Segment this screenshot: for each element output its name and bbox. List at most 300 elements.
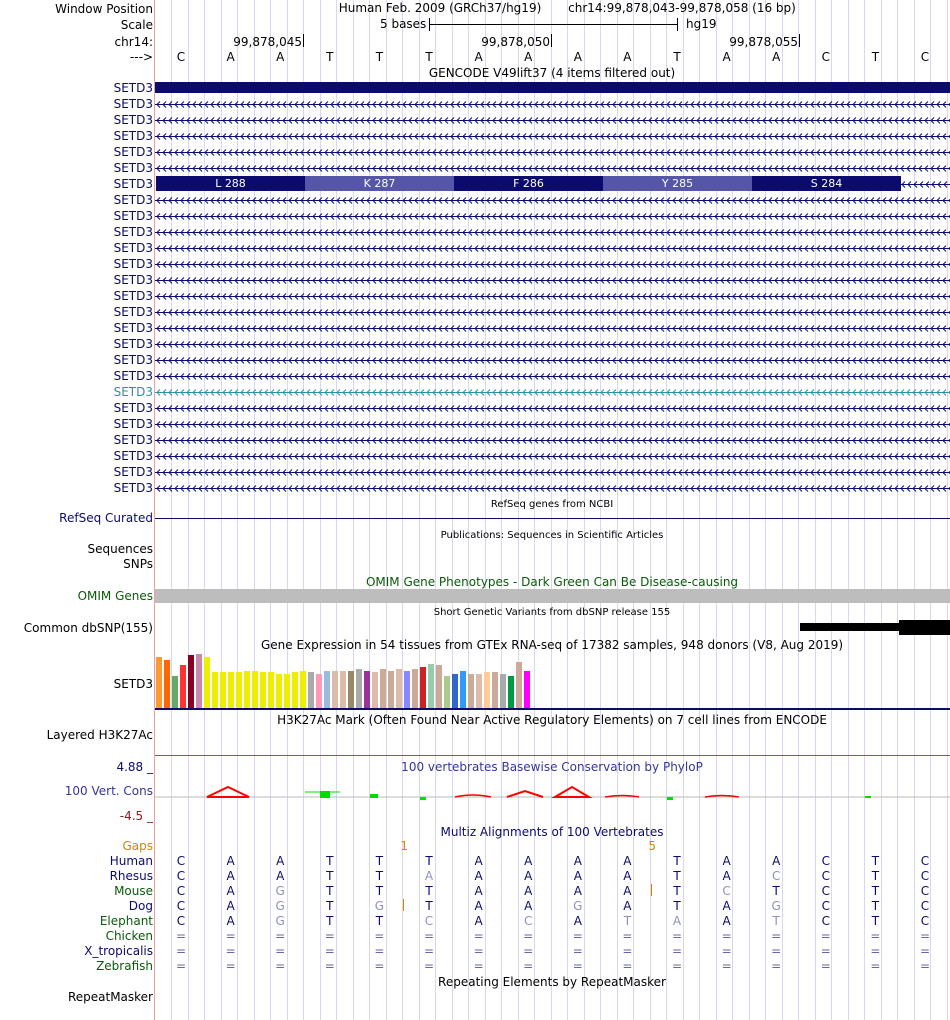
gencode-intron-arrows[interactable] <box>155 244 950 253</box>
gtex-title: Gene Expression in 54 tissues from GTEx RNA-seq of 17382 samples, 948 donors (V8, Aug 2019) <box>260 638 844 652</box>
base-letter: T <box>673 50 681 64</box>
gtex-tissue-bar[interactable] <box>204 657 210 708</box>
aligned-base: = <box>324 929 335 943</box>
aligned-base: T <box>326 869 334 883</box>
aligned-base: = <box>324 944 335 958</box>
aligned-base: G <box>275 884 285 898</box>
aligned-base: T <box>871 899 880 913</box>
gtex-tissue-bar[interactable] <box>412 669 418 708</box>
base-letter: A <box>474 50 483 64</box>
omim-title: OMIM Gene Phenotypes - Dark Green Can Be Disease-causing <box>365 575 739 589</box>
gtex-tissue-bar[interactable] <box>420 667 426 708</box>
aligned-base: = <box>820 929 831 943</box>
base-letter: T <box>871 50 880 64</box>
aligned-base: = <box>671 959 683 973</box>
aligned-base: C <box>176 884 186 898</box>
aligned-base: = <box>275 929 286 943</box>
gencode-gene-label[interactable]: SETD3 <box>113 145 153 159</box>
gencode-intron-arrows[interactable] <box>155 404 950 413</box>
aligned-base: C <box>821 899 830 913</box>
gencode-intron-arrows[interactable] <box>155 164 950 173</box>
aligned-base: = <box>820 959 831 973</box>
gtex-tissue-bar[interactable] <box>460 671 466 708</box>
aligned-base: G <box>275 899 285 913</box>
base-letter: C <box>920 50 930 64</box>
aligned-base: = <box>870 929 881 943</box>
aligned-base: = <box>225 944 236 958</box>
codon-box[interactable]: Y 285 <box>603 176 752 191</box>
coord-tick-1 <box>303 34 304 47</box>
base-letter: C <box>821 50 830 64</box>
aligned-base: T <box>425 884 433 898</box>
base-letter: C <box>176 50 186 64</box>
aligned-base: A <box>623 854 632 868</box>
aligned-base: = <box>919 929 931 943</box>
gencode-intron-arrows[interactable] <box>155 132 950 141</box>
aligned-base: = <box>771 944 782 958</box>
aligned-base: = <box>919 959 931 973</box>
gtex-tissue-bar[interactable] <box>172 676 178 708</box>
mouse-insertion-mark <box>651 884 652 896</box>
aligned-base: T <box>326 884 334 898</box>
gtex-tissue-bar[interactable] <box>388 671 394 708</box>
gencode-gene-label[interactable]: SETD3 <box>113 177 153 191</box>
species-label[interactable]: Zebrafish <box>96 959 153 973</box>
gtex-tissue-bar[interactable] <box>356 669 362 708</box>
gencode-gene-label[interactable]: SETD3 <box>113 321 153 335</box>
aligned-base: T <box>871 884 880 898</box>
publications-snps-label[interactable]: SNPs <box>123 557 153 571</box>
base-letter: T <box>375 50 384 64</box>
aligned-base: A <box>722 914 731 928</box>
aligned-base: T <box>673 884 681 898</box>
aligned-base: = <box>919 944 931 958</box>
codon-box[interactable]: K 287 <box>305 176 454 191</box>
gencode-intron-arrows[interactable] <box>155 340 950 349</box>
scale-db: hg19 <box>686 17 717 31</box>
gencode-intron-arrows[interactable] <box>155 420 950 429</box>
gtex-tissue-bar[interactable] <box>500 674 506 708</box>
aligned-base: T <box>673 899 681 913</box>
gtex-tissue-bar[interactable] <box>188 655 194 708</box>
gtex-tissue-bar[interactable] <box>444 676 450 708</box>
aligned-base: A <box>623 884 632 898</box>
phylop-green-4 <box>667 797 673 800</box>
gencode-gene-label[interactable]: SETD3 <box>113 113 153 127</box>
gtex-tissue-bar[interactable] <box>196 654 202 708</box>
chr-label: chr14: <box>114 35 153 49</box>
aligned-base: T <box>375 854 384 868</box>
aligned-base: T <box>772 884 780 898</box>
gencode-gene-label[interactable]: SETD3 <box>113 129 153 143</box>
gtex-tissue-bar[interactable] <box>332 671 338 708</box>
aligned-base: = <box>275 944 286 958</box>
phylop-max: 4.88 _ <box>116 760 153 774</box>
gencode-gene-label[interactable]: SETD3 <box>113 81 153 95</box>
gtex-tissue-bar[interactable] <box>308 672 314 708</box>
gencode-title: GENCODE V49lift37 (4 items filtered out) <box>428 66 676 80</box>
gtex-tissue-bar[interactable] <box>276 674 282 708</box>
gtex-tissue-bar[interactable] <box>436 665 442 708</box>
gtex-tissue-bar[interactable] <box>220 672 226 708</box>
base-letter: T <box>326 50 334 64</box>
phylop-green-5 <box>865 796 871 798</box>
gencode-intron-arrows[interactable] <box>155 436 950 445</box>
aligned-base: = <box>473 944 484 958</box>
scale-bar-left-tick <box>429 18 430 31</box>
gencode-gene-label[interactable]: SETD3 <box>113 433 153 447</box>
gtex-tissue-bar[interactable] <box>452 674 458 708</box>
aligned-base: C <box>176 914 186 928</box>
gencode-intron-arrows[interactable] <box>155 484 950 493</box>
gencode-intron-arrows[interactable] <box>155 372 950 381</box>
repeatmasker-title: Repeating Elements by RepeatMasker <box>438 975 666 989</box>
aligned-base: = <box>225 929 236 943</box>
aligned-base: C <box>722 884 731 898</box>
dbsnp-title: Short Genetic Variants from dbSNP release 155 <box>433 607 671 618</box>
species-label[interactable]: Elephant <box>99 914 153 928</box>
gtex-tissue-bar[interactable] <box>284 674 290 708</box>
aligned-base: = <box>374 959 385 973</box>
gencode-gene-label[interactable]: SETD3 <box>113 417 153 431</box>
phylop-peak-2 <box>507 791 543 797</box>
aligned-base: T <box>425 854 433 868</box>
aligned-base: A <box>474 869 483 883</box>
coord-tick-3 <box>799 34 800 47</box>
aligned-base: = <box>721 959 732 973</box>
gencode-gene-label[interactable]: SETD3 <box>113 481 153 495</box>
gtex-tissue-bar[interactable] <box>516 662 522 708</box>
gtex-tissue-bar[interactable] <box>300 671 306 708</box>
gtex-tissue-bar[interactable] <box>348 671 354 708</box>
aligned-base: A <box>722 854 731 868</box>
gencode-gene-label[interactable]: SETD3 <box>113 241 153 255</box>
codon-box[interactable]: S 284 <box>752 176 901 191</box>
aligned-base: = <box>324 959 335 973</box>
dbsnp-label[interactable]: Common dbSNP(155) <box>23 621 153 635</box>
codon-box[interactable]: F 286 <box>454 176 603 191</box>
aligned-base: = <box>225 959 236 973</box>
gtex-tissue-bar[interactable] <box>236 672 242 708</box>
phylop-plot[interactable] <box>155 780 950 804</box>
gtex-tissue-bar[interactable] <box>228 672 234 708</box>
species-label[interactable]: Mouse <box>114 884 153 898</box>
aligned-base: = <box>622 929 633 943</box>
aligned-base: A <box>573 884 582 898</box>
publications-sequences-label[interactable]: Sequences <box>87 542 153 556</box>
aligned-base: = <box>870 944 881 958</box>
coord-label-2: 99,878,050 <box>481 35 550 49</box>
gencode-gene-label[interactable]: SETD3 <box>113 225 153 239</box>
base-letter: A <box>573 50 582 64</box>
aligned-base: G <box>275 914 285 928</box>
species-label[interactable]: X_tropicalis <box>84 944 153 958</box>
aligned-base: C <box>821 854 830 868</box>
aligned-base: A <box>722 899 731 913</box>
aligned-base: A <box>474 899 483 913</box>
aligned-base: C <box>771 869 781 883</box>
aligned-base: C <box>821 914 830 928</box>
aligned-base: T <box>375 884 384 898</box>
gtex-tissue-bar[interactable] <box>324 671 330 708</box>
aligned-base: C <box>176 899 186 913</box>
dbsnp-deletion-bar-thick[interactable] <box>899 620 950 635</box>
aligned-base: T <box>673 869 681 883</box>
gencode-intron-arrows[interactable] <box>155 148 950 157</box>
strand-label: ---> <box>129 50 153 64</box>
aligned-base: = <box>671 944 683 958</box>
base-letter: A <box>276 50 285 64</box>
aligned-base: T <box>871 854 880 868</box>
aligned-base: = <box>820 944 831 958</box>
gtex-tissue-bar[interactable] <box>316 674 322 708</box>
aligned-base: A <box>524 884 533 898</box>
aligned-base: G <box>573 899 583 913</box>
gencode-gene-label[interactable]: SETD3 <box>113 305 153 319</box>
gencode-gene-label[interactable]: SETD3 <box>113 161 153 175</box>
aligned-base: T <box>425 899 433 913</box>
aligned-base: G <box>374 899 385 913</box>
codon-box[interactable]: L 288 <box>156 176 305 191</box>
base-letter: T <box>425 50 433 64</box>
gencode-intron-arrows[interactable] <box>155 356 950 365</box>
aligned-base: A <box>474 914 483 928</box>
publications-title: Publications: Sequences in Scientific Articles <box>440 530 664 541</box>
gencode-gene-label[interactable]: SETD3 <box>113 257 153 271</box>
position-text: chr14:99,878,043-99,878,058 (16 bp) <box>568 1 796 15</box>
gencode-intron-arrows[interactable] <box>155 212 950 221</box>
aligned-base: T <box>326 899 334 913</box>
phylop-peak-3 <box>555 787 589 797</box>
gencode-intron-arrows[interactable] <box>155 292 950 301</box>
aligned-base: = <box>870 959 881 973</box>
coord-label-3: 99,878,055 <box>729 35 798 49</box>
aligned-base: = <box>423 944 435 958</box>
aligned-base: = <box>671 929 683 943</box>
aligned-base: = <box>423 959 435 973</box>
gencode-gene-label[interactable]: SETD3 <box>113 369 153 383</box>
aligned-base: = <box>523 944 534 958</box>
dbsnp-deletion-bar-thin[interactable] <box>800 623 900 631</box>
gencode-intron-arrows[interactable] <box>155 308 950 317</box>
aligned-base: A <box>226 914 235 928</box>
omim-label[interactable]: OMIM Genes <box>77 589 153 603</box>
gencode-intron-arrows[interactable] <box>155 468 950 477</box>
aligned-base: A <box>524 899 533 913</box>
species-label[interactable]: Rhesus <box>109 869 153 883</box>
gap-count-mark: 1 <box>400 839 408 853</box>
gencode-intron-arrows[interactable] <box>155 228 950 237</box>
refseq-label[interactable]: RefSeq Curated <box>59 511 153 525</box>
gtex-tissue-bar[interactable] <box>252 671 258 708</box>
gencode-gene-label[interactable]: SETD3 <box>113 449 153 463</box>
coord-tick-2 <box>551 34 552 47</box>
gencode-gene-label[interactable]: SETD3 <box>113 209 153 223</box>
aligned-base: A <box>524 854 533 868</box>
aligned-base: C <box>920 884 930 898</box>
gencode-intron-arrows[interactable] <box>155 276 950 285</box>
aligned-base: A <box>573 854 582 868</box>
aligned-base: A <box>474 884 483 898</box>
phylop-green-2 <box>370 794 378 798</box>
aligned-base: A <box>524 869 533 883</box>
base-letter: A <box>623 50 632 64</box>
gtex-tissue-bar[interactable] <box>292 672 298 708</box>
species-label[interactable]: Human <box>109 854 153 868</box>
gencode-intron-arrows[interactable] <box>155 116 950 125</box>
gtex-tissue-bar[interactable] <box>340 671 346 708</box>
aligned-base: = <box>721 944 732 958</box>
scale-label: Scale <box>120 18 153 32</box>
gencode-gene-label[interactable]: SETD3 <box>113 337 153 351</box>
aligned-base: A <box>276 854 285 868</box>
scale-bar-right-tick <box>677 18 678 31</box>
aligned-base: T <box>326 854 334 868</box>
gtex-tissue-bar[interactable] <box>212 672 218 708</box>
gencode-intron-arrows[interactable] <box>900 180 950 189</box>
aligned-base: C <box>920 854 930 868</box>
aligned-base: T <box>326 914 334 928</box>
coord-label-1: 99,878,045 <box>233 35 302 49</box>
aligned-base: T <box>623 914 632 928</box>
gencode-gene-label[interactable]: SETD3 <box>113 465 153 479</box>
gtex-tissue-bar[interactable] <box>260 672 266 708</box>
aligned-base: = <box>622 959 633 973</box>
aligned-base: A <box>573 914 582 928</box>
window-position-label: Window Position <box>55 2 153 16</box>
aligned-base: A <box>226 854 235 868</box>
aligned-base: C <box>176 869 186 883</box>
refseq-line[interactable] <box>155 518 950 519</box>
aligned-base: = <box>572 929 583 943</box>
aligned-base: = <box>175 959 187 973</box>
gtex-tissue-bar[interactable] <box>164 660 170 708</box>
aligned-base: = <box>175 944 187 958</box>
assembly-title: Human Feb. 2009 (GRCh37/hg19) <box>338 1 542 15</box>
gtex-tissue-bar[interactable] <box>476 674 482 708</box>
gtex-tissue-bar[interactable] <box>244 671 250 708</box>
aligned-base: A <box>226 869 235 883</box>
gaps-label[interactable]: Gaps <box>122 839 153 853</box>
gap-count-mark: 5 <box>648 839 656 853</box>
refseq-title: RefSeq genes from NCBI <box>490 499 614 510</box>
gtex-tissue-bar[interactable] <box>508 676 514 708</box>
aligned-base: A <box>474 854 483 868</box>
species-label[interactable]: Chicken <box>105 929 153 943</box>
aligned-base: G <box>771 899 781 913</box>
gtex-tissue-bar[interactable] <box>156 657 162 708</box>
gtex-tissue-bar[interactable] <box>524 671 530 708</box>
aligned-base: T <box>375 869 384 883</box>
gencode-intron-arrows[interactable] <box>155 196 950 205</box>
h3k27ac-baseline <box>155 755 950 756</box>
gencode-gene-label[interactable]: SETD3 <box>113 193 153 207</box>
gtex-tissue-bar[interactable] <box>380 669 386 708</box>
aligned-base: = <box>771 929 782 943</box>
aligned-base: A <box>772 854 781 868</box>
aligned-base: = <box>473 929 484 943</box>
scale-bar <box>429 24 677 25</box>
phylop-min: -4.5 _ <box>119 809 153 823</box>
gtex-tissue-bar[interactable] <box>268 672 274 708</box>
repeatmasker-label[interactable]: RepeatMasker <box>67 990 153 1004</box>
aligned-base: T <box>375 914 384 928</box>
gtex-tissue-bar[interactable] <box>492 672 498 708</box>
base-letter: A <box>226 50 235 64</box>
gencode-intron-arrows[interactable] <box>155 324 950 333</box>
h3k27ac-title: H3K27Ac Mark (Often Found Near Active Regulatory Elements) on 7 cell lines from ENCODE <box>277 713 827 727</box>
h3k27ac-label[interactable]: Layered H3K27Ac <box>46 728 153 742</box>
aligned-base: = <box>374 929 385 943</box>
gencode-gene-label[interactable]: SETD3 <box>113 401 153 415</box>
gencode-utr-bar[interactable] <box>155 82 950 93</box>
gencode-intron-arrows[interactable] <box>155 260 950 269</box>
species-label[interactable]: Dog <box>128 899 153 913</box>
aligned-base: T <box>871 869 880 883</box>
omim-bar[interactable] <box>155 589 950 603</box>
aligned-base: A <box>424 869 434 883</box>
gtex-tissue-bar[interactable] <box>428 664 434 708</box>
dog-insertion-mark <box>403 899 404 911</box>
gencode-intron-arrows[interactable] <box>155 100 950 109</box>
gencode-intron-arrows[interactable] <box>155 452 950 461</box>
aligned-base: = <box>175 929 187 943</box>
gencode-gene-label[interactable]: SETD3 <box>113 353 153 367</box>
aligned-base: C <box>523 914 533 928</box>
aligned-base: = <box>572 959 583 973</box>
aligned-base: T <box>673 854 681 868</box>
aligned-base: T <box>772 914 780 928</box>
multiz-title: Multiz Alignments of 100 Vertebrates <box>440 825 664 839</box>
gtex-tissue-bar[interactable] <box>396 669 402 708</box>
phylop-label[interactable]: 100 Vert. Cons <box>64 784 153 798</box>
aligned-base: = <box>523 929 534 943</box>
gtex-baseline <box>155 708 950 710</box>
aligned-base: C <box>920 914 930 928</box>
aligned-base: = <box>721 929 732 943</box>
gtex-tissue-bar[interactable] <box>484 672 490 708</box>
aligned-base: A <box>276 869 285 883</box>
aligned-base: = <box>523 959 534 973</box>
scale-text: 5 bases <box>380 17 427 31</box>
base-letter: A <box>524 50 533 64</box>
gencode-intron-arrows[interactable] <box>155 388 950 397</box>
gencode-gene-label[interactable]: SETD3 <box>113 289 153 303</box>
aligned-base: = <box>374 944 385 958</box>
aligned-base: = <box>771 959 782 973</box>
gtex-tissue-bar[interactable] <box>404 671 410 708</box>
gtex-tissue-bar[interactable] <box>372 672 378 708</box>
gtex-label[interactable]: SETD3 <box>113 677 153 691</box>
aligned-base: A <box>722 869 731 883</box>
aligned-base: A <box>226 899 235 913</box>
aligned-base: A <box>623 899 632 913</box>
gtex-tissue-bar[interactable] <box>180 665 186 708</box>
gtex-tissue-bar[interactable] <box>364 671 370 708</box>
base-letter: A <box>722 50 731 64</box>
phylop-green-3 <box>420 797 426 800</box>
gtex-tissue-bar[interactable] <box>468 674 474 708</box>
aligned-base: = <box>275 959 286 973</box>
gencode-gene-label[interactable]: SETD3 <box>113 385 153 399</box>
gencode-gene-label[interactable]: SETD3 <box>113 97 153 111</box>
phylop-title: 100 vertebrates Basewise Conservation by PhyloP <box>401 760 703 774</box>
aligned-base: C <box>821 869 830 883</box>
phylop-peak-1 <box>207 787 249 797</box>
aligned-base: = <box>622 944 633 958</box>
base-letter: A <box>772 50 781 64</box>
gencode-gene-label[interactable]: SETD3 <box>113 273 153 287</box>
